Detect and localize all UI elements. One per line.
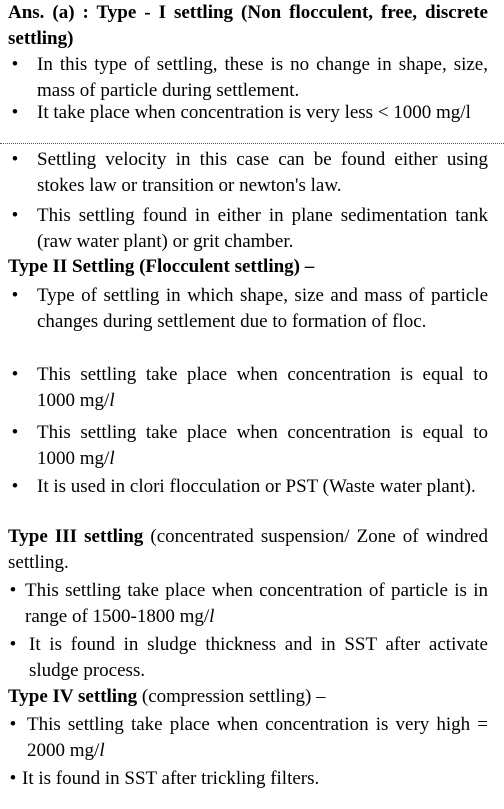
bullet-icon: • bbox=[9, 768, 17, 789]
section-a-heading: Ans. (a) : Type - I settling (Non flocculent, free, discrete settling) bbox=[8, 2, 488, 49]
bullet-icon: • bbox=[11, 476, 19, 497]
bullet-icon: • bbox=[11, 285, 19, 306]
list-item bbox=[8, 203, 488, 255]
bullet-icon: • bbox=[11, 422, 19, 443]
type2-heading: Type II Settling (Flocculent settling) – bbox=[8, 256, 315, 277]
bullet-icon: • bbox=[11, 149, 19, 170]
list-item bbox=[8, 766, 488, 792]
list-item bbox=[8, 420, 488, 472]
bullet-icon: • bbox=[11, 102, 19, 123]
list-item-text: This settling take place when concentration is equal to 1000 mg/l bbox=[37, 422, 488, 469]
list-item-text: In this type of settling, these is no change in shape, size, mass of particle during settlement. bbox=[37, 54, 488, 101]
bullet-icon: • bbox=[9, 634, 17, 655]
list-item bbox=[8, 100, 488, 152]
list-item-text: This settling take place when concentration of particle is in range of 1500-1800 mg/l bbox=[25, 580, 488, 627]
bullet-icon: • bbox=[11, 54, 19, 75]
list-item-text: It is found in SST after trickling filters. bbox=[22, 768, 320, 789]
list-item bbox=[8, 474, 488, 526]
list-item bbox=[8, 712, 488, 764]
type4-heading: Type IV settling (compression settling) – bbox=[8, 686, 326, 707]
list-item bbox=[8, 632, 488, 684]
list-item-text: This settling found in either in plane sedimentation tank (raw water plant) or grit chamber. bbox=[37, 205, 488, 252]
bullet-icon: • bbox=[9, 714, 17, 735]
list-item-text: This settling take place when concentration is very high = 2000 mg/l bbox=[27, 714, 488, 761]
list-item bbox=[8, 52, 488, 104]
list-item-text: It is used in clori flocculation or PST (Waste water plant). bbox=[37, 476, 476, 497]
list-item bbox=[8, 283, 488, 361]
list-item bbox=[8, 362, 488, 414]
bullet-icon: • bbox=[11, 364, 19, 385]
list-item-text: Type of settling in which shape, size and mass of particle changes during settlement due to formation of floc. bbox=[37, 285, 488, 332]
list-item-text: It take place when concentration is very less < 1000 mg/l bbox=[37, 102, 471, 123]
list-item-text: It is found in sludge thickness and in SST after activate sludge process. bbox=[29, 634, 488, 681]
list-item-text: Settling velocity in this case can be found either using stokes law or transition or newton's law. bbox=[37, 149, 488, 196]
dotted-divider bbox=[0, 143, 504, 144]
type3-heading: Type III settling (concentrated suspension/ Zone of windred settling. bbox=[8, 526, 488, 573]
list-item bbox=[8, 147, 488, 199]
bullet-icon: • bbox=[11, 205, 19, 226]
list-item bbox=[8, 578, 488, 630]
list-item-text: This settling take place when concentration is equal to 1000 mg/l bbox=[37, 364, 488, 411]
bullet-icon: • bbox=[9, 580, 17, 601]
